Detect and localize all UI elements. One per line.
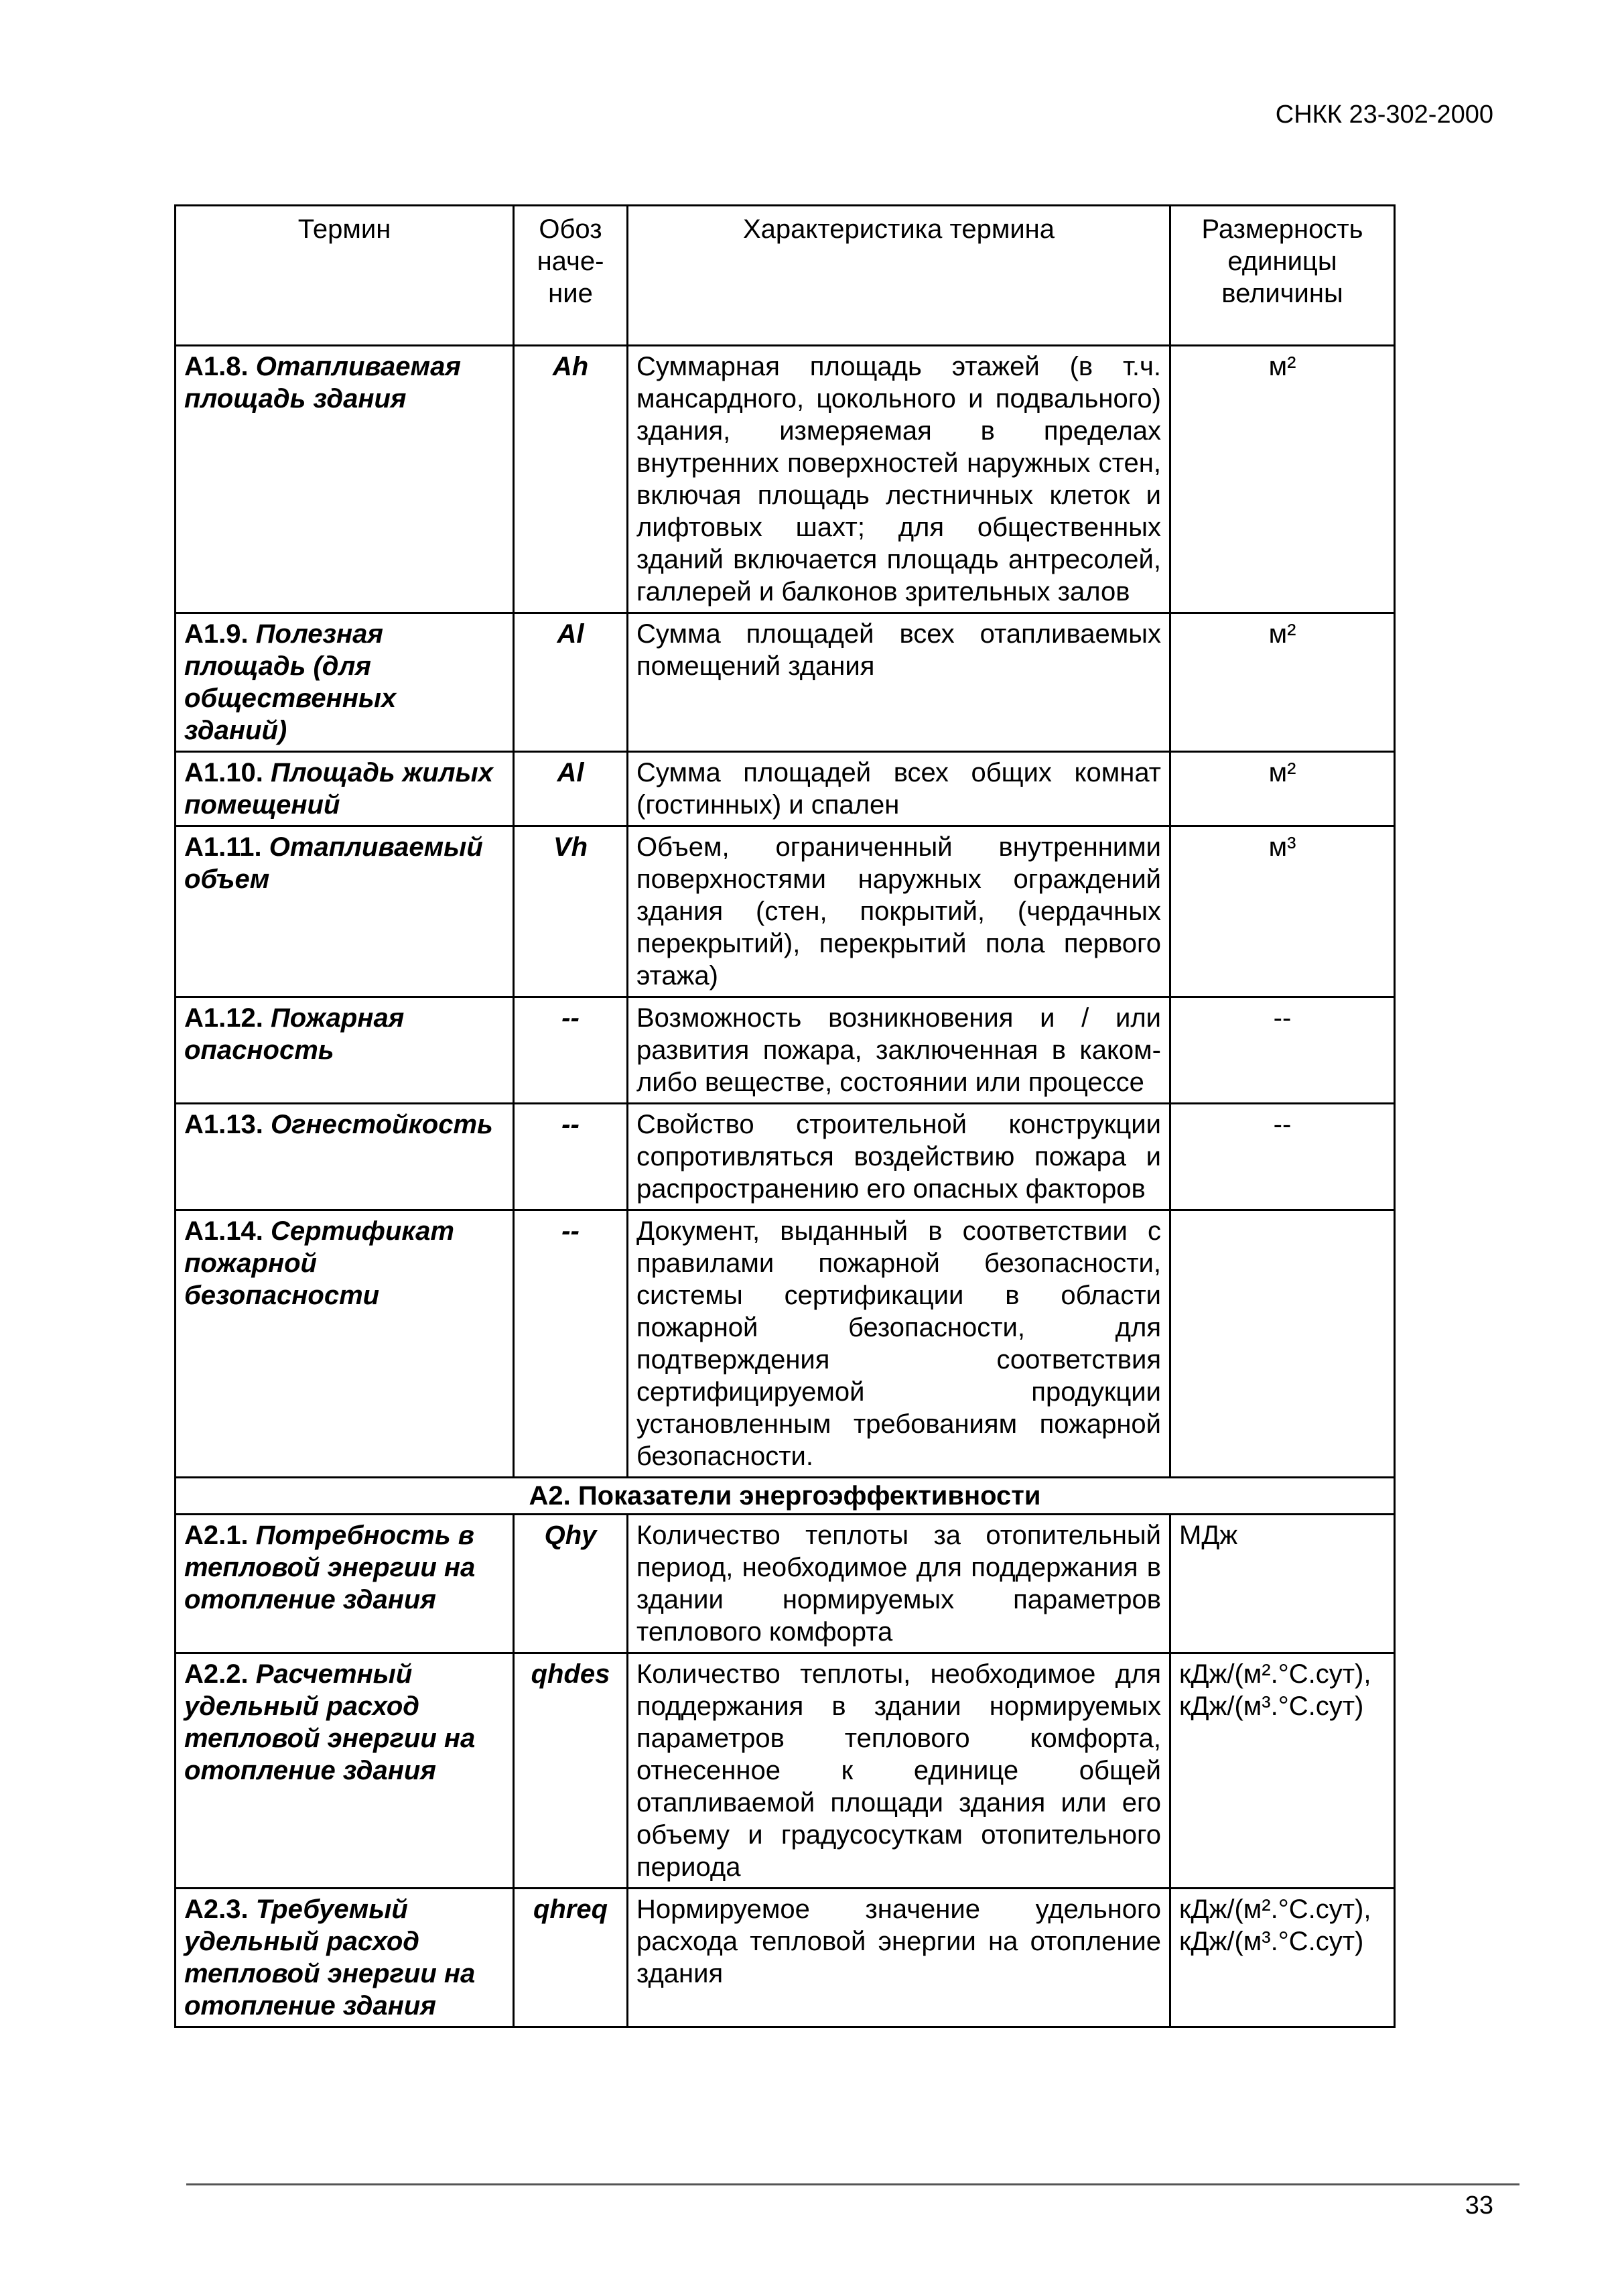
term-cell [176,1653,514,1889]
unit-cell: м³ [1170,826,1395,997]
description-cell: Возможность возникновения и / или развития пожара, заключенная в каком-либо веществе, состоянии или процессе [628,997,1170,1104]
term-name: Потребность в тепловой энергии на отопление здания [184,1521,476,1614]
term-cell [176,997,514,1104]
page-number: 33 [1465,2191,1493,2220]
term-name: Требуемый удельный расход тепловой энергии на отопление здания [184,1895,476,2021]
table-row [176,997,1395,1104]
description-cell: Суммарная площадь этажей (в т.ч. мансардного, цокольного и подвального) здания, измеряемая в пределах внутренних поверхностей наружных стен, включая площадь лестничных клеток и лифтовых шахт; для общественных зданий включается площадь антресолей, галлерей и балконов зрительных залов [628,346,1170,613]
symbol-cell: qhreq [514,1889,628,2027]
term-cell [176,346,514,613]
term-cell [176,752,514,826]
table-row [176,826,1395,997]
unit-cell: кДж/(м².°С.сут), кДж/(м³.°С.сут) [1170,1889,1395,2027]
table-row [176,1104,1395,1210]
description-cell: Нормируемое значение удельного расхода тепловой энергии на отопление здания [628,1889,1170,2027]
term-cell [176,1210,514,1478]
table-row [176,752,1395,826]
section-header-row [176,1478,1395,1515]
description-cell: Объем, ограниченный внутренними поверхностями наружных ограждений здания (стен, покрытий, (чердачных перекрытий), перекрытий пола первого этажа) [628,826,1170,997]
term-name: Отапливаемый объем [184,832,483,894]
table-row [176,1889,1395,2027]
table-header-row [176,206,1395,346]
description-cell: Сумма площадей всех общих комнат (гостинных) и спален [628,752,1170,826]
symbol-cell: Vh [514,826,628,997]
term-name: Площадь жилых помещений [184,758,493,820]
column-header-symbol: Обоз наче- ние [514,206,628,346]
term-number: А1.11. [184,832,262,862]
symbol-cell: Ah [514,346,628,613]
document-code: СНКК 23-302-2000 [1275,101,1493,129]
term-cell [176,826,514,997]
unit-cell: МДж [1170,1515,1395,1653]
term-number: А2.3. [184,1895,249,1924]
description-cell: Свойство строительной конструкции сопротивляться воздействию пожара и распространению его опасных факторов [628,1104,1170,1210]
footer-divider [186,2183,1519,2185]
column-header-term: Термин [176,206,514,346]
term-number: А2.1. [184,1521,249,1550]
term-number: А1.8. [184,352,249,381]
section-a2-rows [176,1515,1395,2027]
unit-cell [1170,1210,1395,1478]
symbol-cell: Al [514,613,628,752]
section-a1-rows [176,346,1395,1478]
term-name: Пожарная опасность [184,1003,405,1065]
table-row [176,613,1395,752]
description-cell: Количество теплоты, необходимое для поддержания в здании нормируемых параметров теплового комфорта, отнесенное к единице общей отапливаемой площади здания или его объему и градусосуткам отопительного периода [628,1653,1170,1889]
symbol-cell: Qhy [514,1515,628,1653]
term-cell [176,613,514,752]
unit-cell: м² [1170,346,1395,613]
table-row [176,1210,1395,1478]
description-cell: Сумма площадей всех отапливаемых помещений здания [628,613,1170,752]
symbol-cell: qhdes [514,1653,628,1889]
symbol-cell: Al [514,752,628,826]
term-cell [176,1104,514,1210]
term-name: Сертификат пожарной безопасности [184,1216,454,1310]
column-header-description: Характеристика термина [628,206,1170,346]
term-number: А2.2. [184,1659,249,1689]
column-header-unit: Размерность единицы величины [1170,206,1395,346]
term-number: А1.13. [184,1110,263,1139]
term-cell [176,1515,514,1653]
term-cell [176,1889,514,2027]
term-number: А1.12. [184,1003,263,1033]
section-a2-title: А2. Показатели энергоэффективности [176,1478,1395,1515]
table-row [176,1653,1395,1889]
unit-cell: -- [1170,1104,1395,1210]
unit-cell: м² [1170,613,1395,752]
terms-table [174,204,1396,2028]
unit-cell: -- [1170,997,1395,1104]
description-cell: Документ, выданный в соответствии с правилами пожарной безопасности, системы сертификации в области пожарной безопасности, для подтверждения соответствия сертифицируемой продукции установленным требованиям пожарной безопасности. [628,1210,1170,1478]
unit-cell: кДж/(м².°С.сут), кДж/(м³.°С.сут) [1170,1653,1395,1889]
unit-cell: м² [1170,752,1395,826]
term-number: А1.10. [184,758,263,787]
term-name: Огнестойкость [270,1110,493,1139]
term-name: Отапливаемая площадь здания [184,352,461,413]
term-name: Полезная площадь (для общественных зданий) [184,619,397,745]
table-row [176,346,1395,613]
symbol-cell: -- [514,997,628,1104]
term-number: А1.14. [184,1216,263,1246]
term-name: Расчетный удельный расход тепловой энергии на отопление здания [184,1659,476,1785]
symbol-cell: -- [514,1210,628,1478]
description-cell: Количество теплоты за отопительный период, необходимое для поддержания в здании нормируемых параметров теплового комфорта [628,1515,1170,1653]
table-row [176,1515,1395,1653]
symbol-cell: -- [514,1104,628,1210]
term-number: А1.9. [184,619,249,649]
